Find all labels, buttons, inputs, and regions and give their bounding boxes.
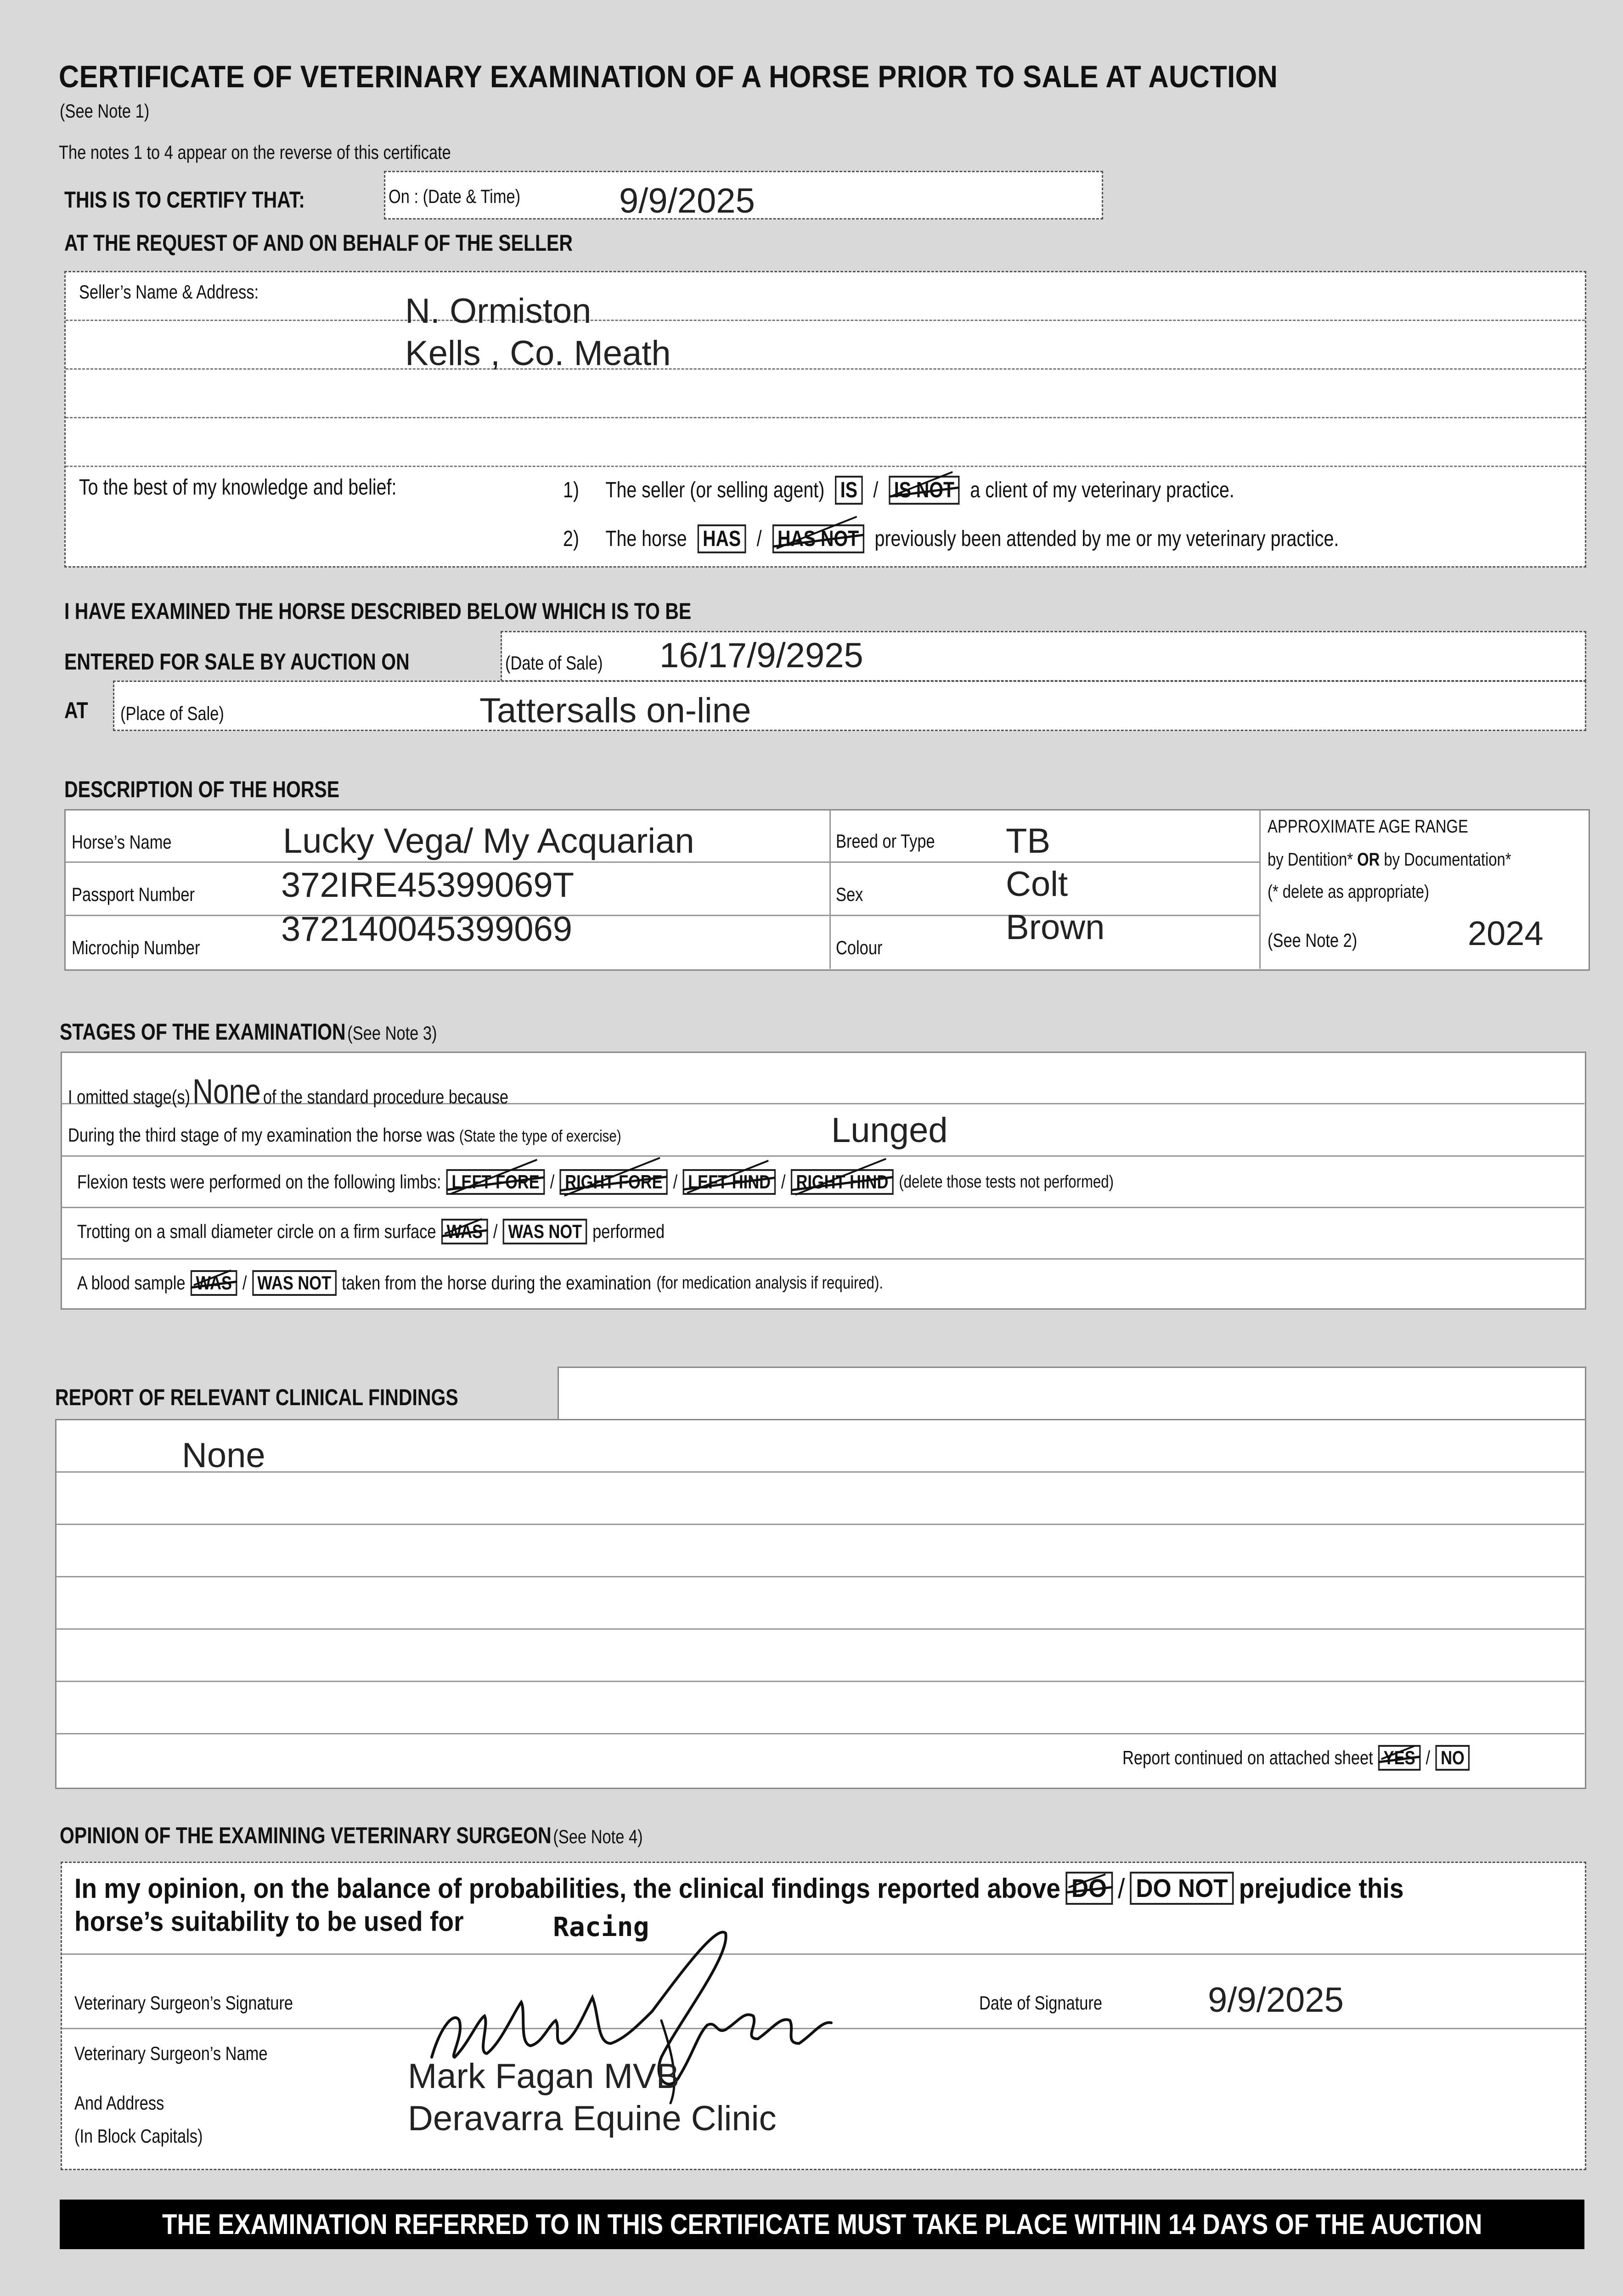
horse-has-option[interactable]: HAS xyxy=(698,524,746,553)
continued-row xyxy=(1122,1745,1470,1771)
omitted-text-b: of the standard procedure because xyxy=(263,1086,509,1108)
horse-attended-row xyxy=(563,524,1339,553)
sale-date-value: 16/17/9/2925 xyxy=(659,636,863,675)
opinion-do-option[interactable]: DO xyxy=(1065,1872,1113,1905)
findings-header-box xyxy=(558,1367,1586,1420)
signature-label: Veterinary Surgeon’s Signature xyxy=(74,1992,293,2014)
description-heading: DESCRIPTION OF THE HORSE xyxy=(64,777,340,802)
opinion-sep: / xyxy=(1118,1873,1125,1904)
third-text: During the third stage of my examination the horse was xyxy=(68,1124,455,1146)
trotting-row xyxy=(77,1219,665,1244)
blood-text: A blood sample xyxy=(77,1272,186,1294)
age-delete: (* delete as appropriate) xyxy=(1268,882,1429,902)
opinion-text-b: prejudice this xyxy=(1239,1873,1404,1904)
passport-label: Passport Number xyxy=(72,884,195,905)
sale-place-field[interactable] xyxy=(113,681,1586,731)
sale-place-label: (Place of Sale) xyxy=(120,703,224,724)
opinion-use-value[interactable]: Racing xyxy=(553,1911,649,1942)
continued-text: Report continued on attached sheet xyxy=(1122,1747,1373,1769)
flex-sep-3: / xyxy=(781,1171,786,1193)
flex-right-fore[interactable]: RIGHT FORE xyxy=(560,1169,668,1195)
findings-heading: REPORT OF RELEVANT CLINICAL FINDINGS xyxy=(55,1384,458,1410)
certify-on-value: 9/9/2025 xyxy=(619,181,755,220)
item1-num: 1) xyxy=(563,478,580,503)
blood-was-option[interactable]: WAS xyxy=(191,1270,237,1296)
trot-sep: / xyxy=(493,1221,498,1243)
trot-text: Trotting on a small diameter circle on a firm surface xyxy=(77,1221,436,1243)
item1-end: a client of my veterinary practice. xyxy=(970,478,1234,503)
blood-end: taken from the horse during the examination xyxy=(342,1272,651,1294)
third-stage-row xyxy=(68,1124,621,1146)
vet-address-label: And Address xyxy=(74,2092,164,2114)
age-title: APPROXIMATE AGE RANGE xyxy=(1268,816,1468,837)
notes-line: The notes 1 to 4 appear on the reverse of this certificate xyxy=(59,141,451,163)
age-by-documentation[interactable]: by Documentation* xyxy=(1384,850,1511,870)
item2-end: previously been attended by me or my veterinary practice. xyxy=(874,527,1339,551)
flexion-row xyxy=(77,1169,1114,1195)
flex-left-hind[interactable]: LEFT HIND xyxy=(683,1169,776,1195)
continued-yes-option[interactable]: YES xyxy=(1378,1745,1420,1771)
date-signature-value[interactable]: 9/9/2025 xyxy=(1208,1981,1344,2020)
flex-sep-1: / xyxy=(550,1171,555,1193)
colour-value: Brown xyxy=(1006,908,1105,947)
page-title: CERTIFICATE OF VETERINARY EXAMINATION OF A HORSE PRIOR TO SALE AT AUCTION xyxy=(59,59,1278,94)
opinion-do-not-option[interactable]: DO NOT xyxy=(1130,1872,1234,1905)
stages-heading-row xyxy=(60,1019,437,1045)
opinion-heading-row xyxy=(60,1822,643,1849)
colour-label: Colour xyxy=(836,937,883,958)
seller-box xyxy=(64,271,1586,568)
findings-value: None xyxy=(182,1436,265,1475)
item2-sep: / xyxy=(756,527,762,551)
blood-was-not-option[interactable]: WAS NOT xyxy=(252,1270,337,1296)
breed-label: Breed or Type xyxy=(836,830,935,852)
third-stage-value[interactable]: Lunged xyxy=(831,1111,948,1150)
item1-text: The seller (or selling agent) xyxy=(605,478,825,503)
date-signature-label: Date of Signature xyxy=(979,1992,1103,2014)
blood-row xyxy=(77,1270,883,1296)
belief-label: To the best of my knowledge and belief: xyxy=(79,475,397,500)
see-note-1: (See Note 1) xyxy=(60,100,150,122)
horse-name-label: Horse’s Name xyxy=(72,831,172,853)
sex-value: Colt xyxy=(1006,865,1068,904)
stages-heading-note: (See Note 3) xyxy=(347,1022,437,1044)
third-small: (State the type of exercise) xyxy=(459,1126,621,1145)
opinion-text-a: In my opinion, on the balance of probabilities, the clinical findings reported above xyxy=(74,1873,1060,1904)
opinion-text-c: horse’s suitability to be used for xyxy=(74,1906,464,1937)
trot-was-not-option[interactable]: WAS NOT xyxy=(503,1219,587,1244)
horse-has-not-option[interactable]: HAS NOT xyxy=(772,524,864,553)
sex-label: Sex xyxy=(836,884,863,905)
age-or: OR xyxy=(1357,850,1380,870)
flex-sep-2: / xyxy=(673,1171,678,1193)
omitted-text-a: I omitted stage(s) xyxy=(68,1086,191,1108)
flex-left-fore[interactable]: LEFT FORE xyxy=(446,1169,545,1195)
seller-name-line2[interactable]: Kells , Co. Meath xyxy=(405,334,671,373)
seller-name-label: Seller’s Name & Address: xyxy=(79,281,259,303)
stages-heading: STAGES OF THE EXAMINATION xyxy=(60,1019,346,1045)
age-value: 2024 xyxy=(1468,914,1544,952)
continued-no-option[interactable]: NO xyxy=(1436,1745,1470,1771)
age-by-row xyxy=(1268,850,1511,870)
flex-right-hind[interactable]: RIGHT HIND xyxy=(791,1169,894,1195)
blood-sep: / xyxy=(242,1272,247,1294)
omitted-value[interactable]: None xyxy=(192,1072,261,1111)
trot-was-option[interactable]: WAS xyxy=(441,1219,488,1244)
blood-small: (for medication analysis if required). xyxy=(656,1273,884,1293)
microchip-label: Microchip Number xyxy=(72,937,200,958)
seller-client-row xyxy=(563,476,1234,505)
certify-label: THIS IS TO CERTIFY THAT: xyxy=(64,187,305,213)
passport-value: 372IRE45399069T xyxy=(281,866,575,905)
omitted-row xyxy=(68,1072,508,1112)
seller-heading: AT THE REQUEST OF AND ON BEHALF OF THE SELLER xyxy=(64,230,573,256)
trot-end: performed xyxy=(592,1221,665,1243)
sale-heading2: ENTERED FOR SALE BY AUCTION ON xyxy=(64,649,410,675)
continued-sep: / xyxy=(1426,1747,1431,1769)
seller-is-option[interactable]: IS xyxy=(835,476,862,505)
age-by-dentition[interactable]: by Dentition* xyxy=(1268,850,1353,870)
sale-place-value: Tattersalls on-line xyxy=(479,691,751,730)
seller-name-line1[interactable]: N. Ormiston xyxy=(405,292,592,331)
opinion-heading: OPINION OF THE EXAMINING VETERINARY SURGEON xyxy=(60,1823,552,1848)
age-note: (See Note 2) xyxy=(1268,929,1358,951)
flexion-text: Flexion tests were performed on the following limbs: xyxy=(77,1171,441,1193)
sale-date-label: (Date of Sale) xyxy=(505,652,603,674)
breed-value: TB xyxy=(1006,822,1051,861)
microchip-value: 372140045399069 xyxy=(281,910,573,949)
certify-on-label: On : (Date & Time) xyxy=(389,186,521,207)
vet-name-label: Veterinary Surgeon’s Name xyxy=(74,2043,268,2064)
at-label: AT xyxy=(64,698,88,723)
flex-note: (delete those tests not performed) xyxy=(899,1172,1114,1192)
horse-name-value: Lucky Vega/ My Acquarian xyxy=(283,822,694,861)
vet-address-value[interactable]: Deravarra Equine Clinic xyxy=(408,2099,777,2138)
vet-name-value[interactable]: Mark Fagan MVB xyxy=(408,2057,680,2096)
item1-sep: / xyxy=(873,478,879,503)
block-capitals-label: (In Block Capitals) xyxy=(74,2125,203,2147)
opinion-line1 xyxy=(74,1872,1403,1905)
item2-num: 2) xyxy=(563,527,580,551)
footer-banner xyxy=(60,2200,1584,2249)
sale-heading1: I HAVE EXAMINED THE HORSE DESCRIBED BELOW WHICH IS TO BE xyxy=(64,598,692,624)
footer-text: THE EXAMINATION REFERRED TO IN THIS CERTIFICATE MUST TAKE PLACE WITHIN 14 DAYS OF THE AUCTION xyxy=(162,2208,1482,2240)
opinion-heading-note: (See Note 4) xyxy=(553,1826,643,1847)
seller-is-not-option[interactable]: IS NOT xyxy=(889,476,959,505)
item2-text: The horse xyxy=(605,527,687,551)
